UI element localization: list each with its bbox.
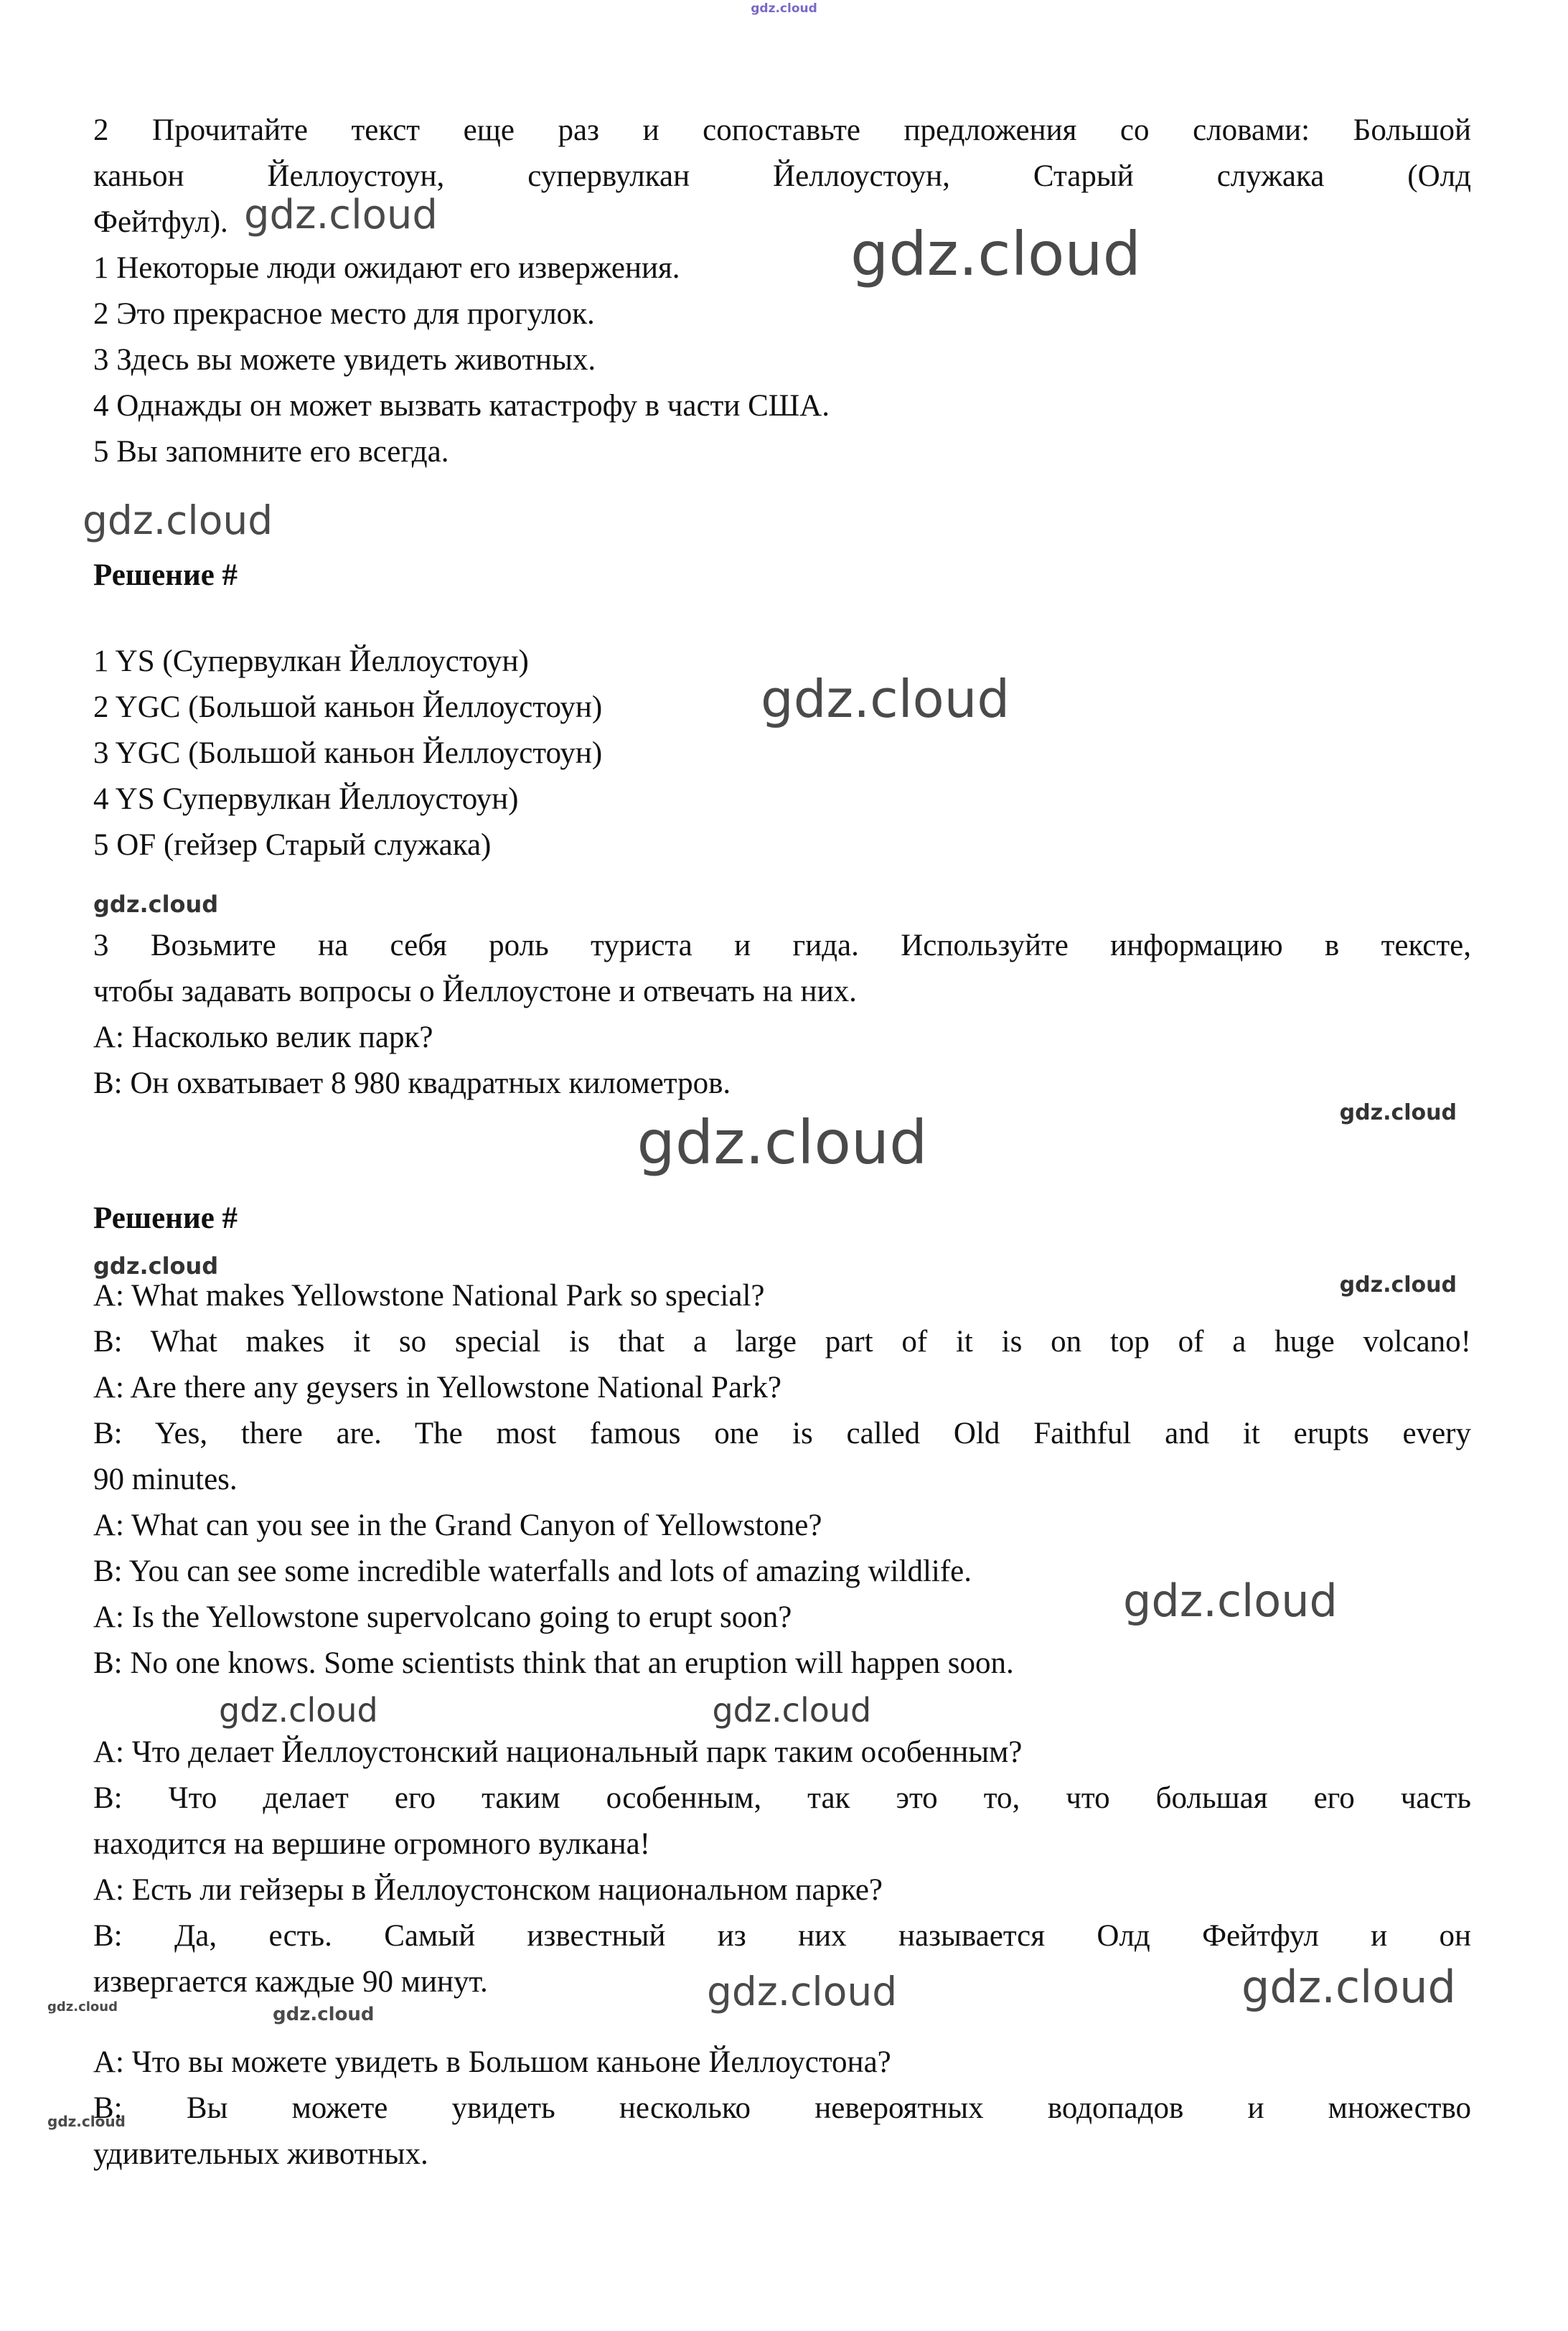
task3-section: [93, 923, 1471, 1107]
task3-intro-line: 3 Возьмите на себя роль туриста и гида. Используйте информацию в тексте,: [93, 929, 1471, 962]
watermark-row: [93, 1689, 1471, 1730]
dialogue-line: A: Are there any geysers in Yellowstone National Park?: [93, 1371, 781, 1404]
statement-line: 4 Однажды он может вызвать катастрофу в части США.: [93, 389, 830, 423]
task3-intro-line: чтобы задавать вопросы о Йеллоустоне и отвечать на них.: [93, 975, 857, 1008]
dialogue-line: B: No one knows. Some scientists think that an eruption will happen soon.: [93, 1646, 1014, 1680]
example-line: B: Он охватывает 8 980 квадратных километров.: [93, 1066, 731, 1100]
dialogue-text: A: Is the Yellowstone supervolcano going to erupt soon?: [93, 1600, 792, 1634]
dialogue-line: A: What can you see in the Grand Canyon of Yellowstone?: [93, 1509, 822, 1542]
watermark: gdz.cloud: [751, 1, 817, 16]
watermark: gdz.cloud: [47, 2113, 126, 2130]
watermark-row: [93, 880, 1471, 918]
answer-line: 3 YGC (Большой каньон Йеллоустоун): [93, 736, 603, 770]
watermark: gdz.cloud: [273, 2004, 375, 2025]
dialogue-ru: [47, 1730, 1471, 2177]
dialogue-line: [93, 1575, 1471, 1641]
answer-line: [93, 669, 1471, 731]
watermark: gdz.cloud: [93, 1252, 219, 1280]
watermark: gdz.cloud: [850, 219, 1141, 289]
watermark-row: [93, 1100, 1471, 1196]
dialogue-line: B: Да, есть. Самый известный из них называется Олд Фейтфул и он: [93, 1919, 1471, 1953]
watermark: gdz.cloud: [1339, 1272, 1457, 1298]
example-line: A: Насколько велик парк?: [93, 1021, 433, 1054]
watermark: gdz.cloud: [219, 1691, 378, 1730]
watermark: gdz.cloud: [712, 1691, 872, 1730]
dialogue-line: B: What makes it so special is that a large part of it is on top of a huge volcano!: [93, 1325, 1471, 1359]
solution2-section: [47, 1196, 1471, 2177]
watermark: gdz.cloud: [93, 891, 219, 918]
dialogue-text: A: What makes Yellowstone National Park so special?: [93, 1279, 765, 1313]
dialogue-line: 90 minutes.: [93, 1463, 238, 1496]
dialogue-line: B: You can see some incredible waterfalls and lots of amazing wildlife.: [93, 1554, 972, 1588]
solution-heading: Решение #: [93, 1201, 238, 1235]
watermark-row: [83, 497, 1471, 553]
task2-intro-text: Фейтфул).: [93, 205, 228, 239]
dialogue-line: A: Что вы можете увидеть в Большом каньоне Йеллоустона?: [93, 2045, 891, 2079]
statement-text: 1 Некоторые люди ожидают его извержения.: [93, 251, 680, 285]
answer-line: 1 YS (Супервулкан Йеллоустоун): [93, 644, 529, 678]
dialogue-line: [47, 1959, 1471, 2025]
dialogue-line: [47, 2113, 1471, 2177]
watermark: gdz.cloud: [83, 497, 273, 543]
dialogue-line: B: Yes, there are. The most famous one is called Old Faithful and it erupts every: [93, 1417, 1471, 1450]
dialogue-line: B: Что делает его таким особенным, так это то, что большая его часть: [93, 1781, 1471, 1815]
answers-list: [93, 639, 1471, 868]
watermark: gdz.cloud: [1123, 1575, 1338, 1627]
task2-section: [93, 108, 1471, 475]
solution-heading: Решение #: [93, 558, 238, 592]
solution1-section: [93, 553, 1471, 868]
watermark: gdz.cloud: [707, 1969, 898, 2015]
answer-line: 4 YS Супервулкан Йеллоустоун): [93, 782, 519, 816]
watermark: gdz.cloud: [637, 1107, 928, 1178]
watermark: gdz.cloud: [47, 1999, 118, 2015]
statement-line: 2 Это прекрасное место для прогулок.: [93, 297, 595, 331]
answer-line: 5 OF (гейзер Старый служака): [93, 828, 492, 862]
dialogue-line: B: Вы можете увидеть несколько невероятных водопадов и множество: [93, 2091, 1471, 2125]
dialogue-line: A: Что делает Йеллоустонский национальный парк таким особенным?: [93, 1735, 1023, 1769]
watermark-row: [93, 1242, 1471, 1280]
task3-intro: [93, 923, 1471, 1015]
watermark: gdz.cloud: [244, 192, 438, 238]
watermark: gdz.cloud: [1241, 1961, 1456, 2013]
statement-line: 3 Здесь вы можете увидеть животных.: [93, 343, 596, 377]
dialogue-line: A: Есть ли гейзеры в Йеллоустонском национальном парке?: [93, 1873, 883, 1907]
statement-line: 5 Вы запомните его всегда.: [93, 435, 449, 469]
task2-intro-line: [93, 192, 1471, 245]
task2-intro-line: 2 Прочитайте текст еще раз и сопоставьте предложения со словами: Большой: [93, 113, 1471, 147]
watermark: gdz.cloud: [1339, 1100, 1457, 1125]
watermark: gdz.cloud: [761, 669, 1010, 729]
dialogue-text: удивительных животных.: [93, 2137, 428, 2171]
dialogue-text: извергается каждые 90 минут.: [93, 1965, 488, 1999]
answer-text: 2 YGC (Большой каньон Йеллоустоун): [93, 690, 603, 724]
dialogue-line: [93, 1273, 1471, 1319]
dialogue-en: [93, 1273, 1471, 1687]
task2-intro-line: каньон Йеллоустоун, супервулкан Йеллоустоун, Старый служака (Олд: [93, 159, 1471, 193]
dialogue-line: находится на вершине огромного вулкана!: [93, 1827, 650, 1861]
